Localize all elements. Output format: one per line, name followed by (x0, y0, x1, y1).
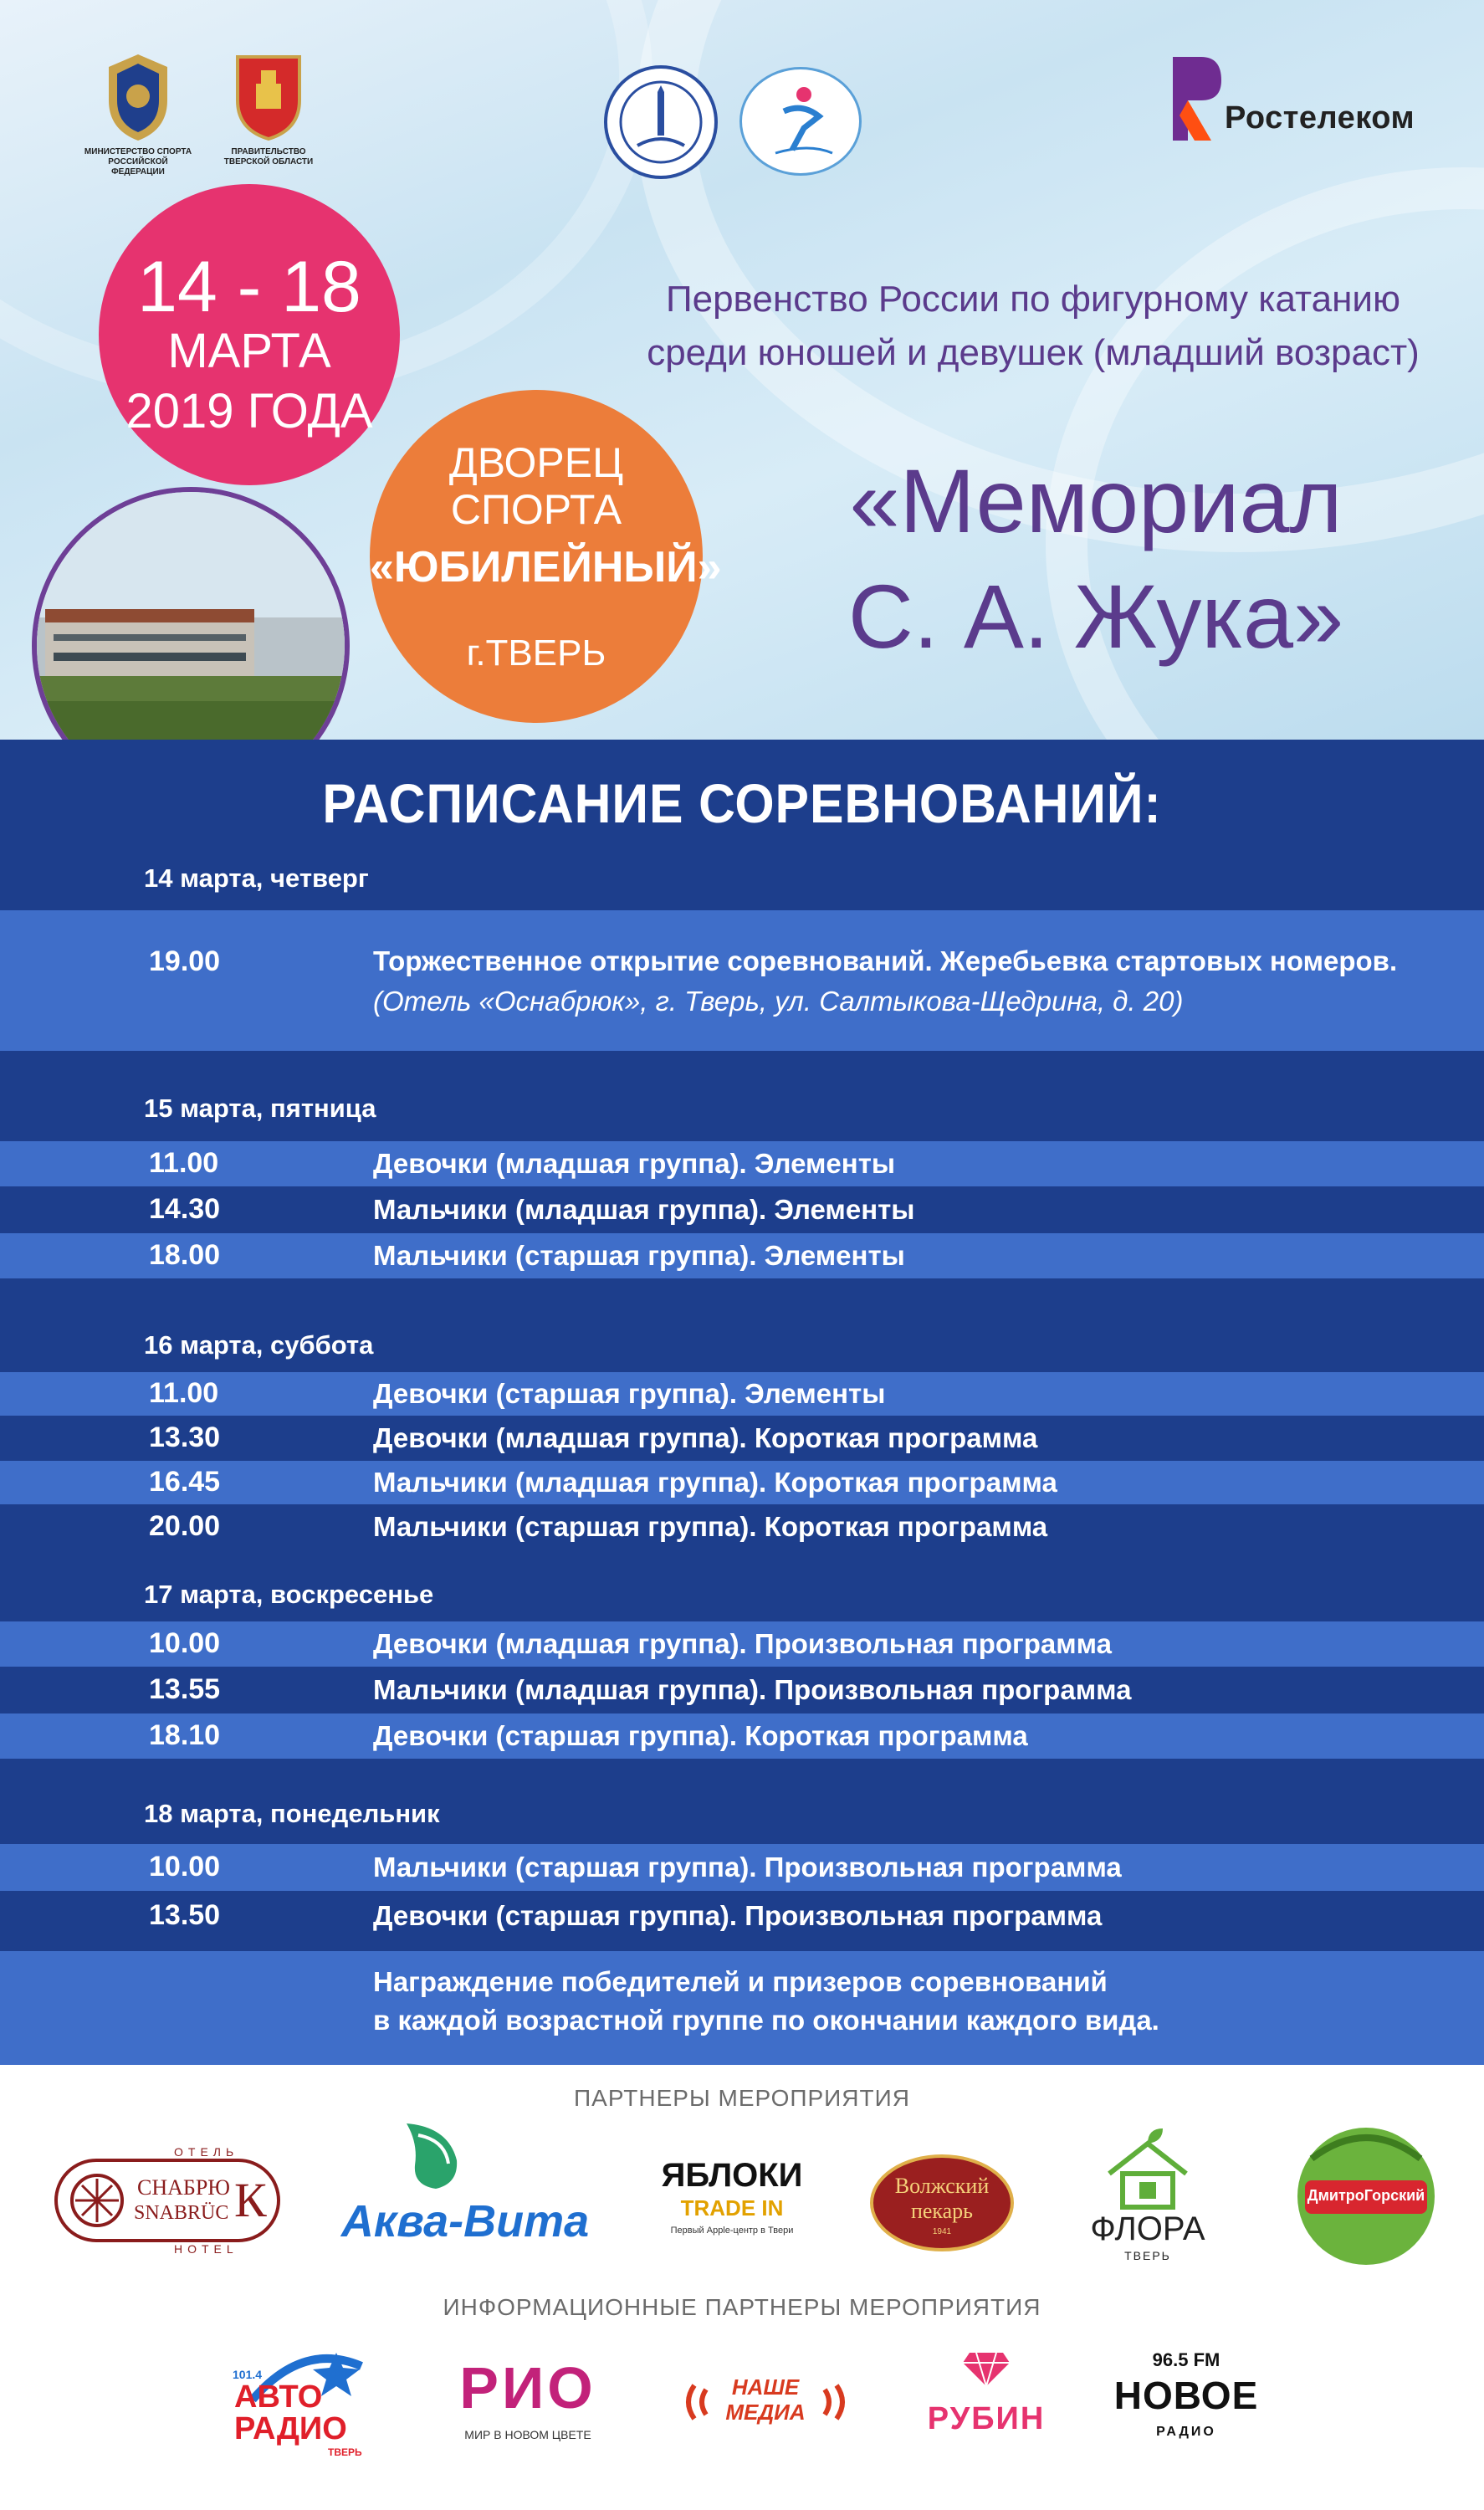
yabloki-trade-in: TRADE IN (680, 2195, 784, 2221)
skating-federation-logo (604, 65, 718, 179)
event-time: 13.55 (149, 1673, 221, 1705)
event-text: Мальчики (старшая группа). Произвольная программа (373, 1852, 1122, 1882)
yabloki-tagline: Первый Apple-центр в Твери (670, 2226, 794, 2236)
schedule-title: РАСПИСАНИЕ СОРЕВНОВАНИЙ: (322, 772, 1162, 834)
event-text: Девочки (младшая группа). Произвольная программа (373, 1628, 1113, 1659)
nashe-line1: НАШЕ (731, 2374, 800, 2400)
rio-tagline: МИР В НОВОМ ЦВЕТЕ (464, 2428, 591, 2441)
rubin-logo (908, 2349, 1064, 2441)
partners-title: ПАРТНЕРЫ МЕРОПРИЯТИЯ (574, 2085, 910, 2111)
info-partners-title: ИНФОРМАЦИОННЫЕ ПАРТНЕРЫ МЕРОПРИЯТИЯ (443, 2294, 1041, 2320)
rio-name: РИО (459, 2355, 596, 2420)
dates-circle (99, 184, 400, 485)
avtoradio-line2: РАДИО (234, 2411, 347, 2446)
event-time: 13.30 (149, 1421, 221, 1453)
akva-vita-logo (331, 2118, 599, 2261)
event-time: 10.00 (149, 1627, 221, 1659)
event-time: 11.00 (149, 1377, 219, 1409)
skating-union-logo (739, 67, 862, 176)
flora-logo (1064, 2127, 1231, 2269)
event-text: Девочки (младшая группа). Элементы (373, 1148, 896, 1179)
flora-city: ТВЕРЬ (1124, 2249, 1171, 2262)
rio-logo (457, 2354, 599, 2446)
event-time: 18.10 (149, 1719, 221, 1751)
flora-name: ФЛОРА (1090, 2210, 1205, 2247)
avtoradio-line1: АВТО (234, 2379, 323, 2415)
volzhsky-line1: Волжский (894, 2174, 990, 2198)
rostelecom-logo (1168, 49, 1444, 149)
avtoradio-logo (228, 2349, 378, 2458)
event-location-note: (Отель «Оснабрюк», г. Тверь, ул. Салтыкова-Щедрина, д. 20) (373, 986, 1184, 1017)
event-text: Девочки (младшая группа). Короткая программа (373, 1422, 1038, 1453)
rostelecom-name: Ростелеком (1225, 100, 1415, 136)
sports-palace-photo (32, 487, 350, 740)
event-time: 20.00 (149, 1510, 221, 1542)
venue-circle (370, 390, 722, 723)
day-heading: 15 марта, пятница (144, 1094, 376, 1123)
tver-coat-of-arms-icon (231, 50, 306, 142)
venue-city: г.ТВЕРЬ (466, 633, 606, 674)
osnabruck-top-label: ОТЕЛЬ (171, 2145, 242, 2159)
yabloki-logo (652, 2157, 811, 2249)
akva-vita-name: Аква-Вита (340, 2196, 590, 2246)
tver-government-logo (214, 50, 323, 167)
championship-line1: Первенство России по фигурному катанию (665, 279, 1400, 320)
volzhsky-year: 1941 (932, 2227, 952, 2236)
poster-header (0, 0, 1484, 740)
date-year: 2019 ГОДА (125, 384, 373, 438)
event-time: 13.50 (149, 1899, 221, 1931)
skater-emblem-icon (607, 69, 714, 176)
nashe-media-logo (678, 2364, 853, 2440)
government-label: ПРАВИТЕЛЬСТВО ТВЕРСКОЙ ОБЛАСТИ (223, 147, 314, 166)
dmitrogorsky-logo (1295, 2125, 1437, 2267)
event-text: Мальчики (старшая группа). Короткая программа (373, 1511, 1048, 1542)
gem-icon (961, 2349, 1011, 2388)
osnabruck-k-letter: К (234, 2173, 267, 2227)
house-leaf-icon (1098, 2127, 1198, 2210)
event-text: Мальчики (старшая группа). Элементы (373, 1240, 905, 1271)
eagle-emblem-icon (100, 50, 176, 142)
event-time: 16.45 (149, 1466, 221, 1498)
memorial-title (736, 443, 1456, 674)
date-month: МАРТА (167, 324, 331, 378)
event-time: 10.00 (149, 1851, 221, 1882)
building-photo-icon (37, 492, 345, 740)
event-text: Мальчики (младшая группа). Короткая программа (373, 1467, 1057, 1498)
event-text: Девочки (старшая группа). Короткая программа (373, 1720, 1028, 1751)
event-time: 11.00 (149, 1147, 219, 1179)
avtoradio-city: ТВЕРЬ (328, 2446, 362, 2458)
ministry-logo (84, 50, 192, 177)
volzhsky-line2: пекарь (910, 2199, 974, 2223)
schedule-section (0, 740, 1484, 2065)
award-note-line1: Награждение победителей и призеров соревнований (373, 1966, 1108, 1997)
water-drop-icon (398, 2118, 473, 2194)
avtoradio-frequency: 101.4 (233, 2368, 263, 2381)
event-time: 18.00 (149, 1239, 221, 1271)
date-range: 14 - 18 (137, 247, 361, 327)
yabloki-name: ЯБЛОКИ (661, 2157, 803, 2194)
day-heading: 17 марта, воскресенье (144, 1580, 434, 1609)
event-time: 19.00 (149, 945, 221, 977)
championship-line2: среди юношей и девушек (младший возраст) (647, 332, 1420, 373)
event-text: Мальчики (младшая группа). Произвольная программа (373, 1674, 1132, 1705)
day-heading: 18 марта, понедельник (144, 1799, 440, 1828)
venue-line2: СПОРТА (450, 486, 622, 533)
osnabruck-bottom-label: HOTEL (171, 2242, 242, 2256)
venue-name: «ЮБИЛЕЙНЫЙ» (370, 543, 722, 592)
figure-skater-icon (742, 69, 859, 173)
rubin-name: РУБИН (927, 2401, 1046, 2436)
dmitrogorsky-name: ДмитроГорский (1307, 2187, 1425, 2204)
event-band (0, 910, 1484, 1051)
nashe-line2: МЕДИА (725, 2400, 806, 2425)
ministry-label: МИНИСТЕРСТВО СПОРТА РОССИЙСКОЙ ФЕДЕРАЦИИ (84, 147, 192, 177)
partners-section (0, 2065, 1484, 2510)
event-text: Девочки (старшая группа). Произвольная программа (373, 1900, 1103, 1931)
volzhsky-pekar-logo (870, 2154, 1014, 2252)
championship-title (586, 273, 1481, 380)
venue-line1: ДВОРЕЦ (448, 439, 624, 486)
day-heading: 14 марта, четверг (144, 863, 369, 893)
novoe-radio-label: РАДИО (1156, 2425, 1216, 2439)
award-note-line2: в каждой возрастной группе по окончании каждого вида. (373, 2005, 1159, 2036)
novoe-radio-logo (1111, 2349, 1261, 2458)
novoe-frequency: 96.5 FM (1152, 2349, 1220, 2370)
osnabruck-name-cyrillic: СНАБРЮ (137, 2175, 231, 2200)
event-text: Девочки (старшая группа). Элементы (373, 1378, 886, 1409)
osnabruck-name-latin: SNABRÜC (134, 2202, 229, 2224)
event-text: Торжественное открытие соревнований. Жеребьевка стартовых номеров. (373, 945, 1398, 976)
osnabruck-hotel-logo (54, 2145, 281, 2256)
memorial-line1: «Мемориал (849, 450, 1343, 551)
memorial-line2: С. А. Жука» (847, 566, 1344, 667)
event-time: 14.30 (149, 1193, 221, 1225)
novoe-name: НОВОЕ (1113, 2374, 1259, 2417)
event-text: Мальчики (младшая группа). Элементы (373, 1194, 915, 1225)
day-heading: 16 марта, суббота (144, 1330, 374, 1360)
rostelecom-mark-icon (1168, 49, 1226, 149)
